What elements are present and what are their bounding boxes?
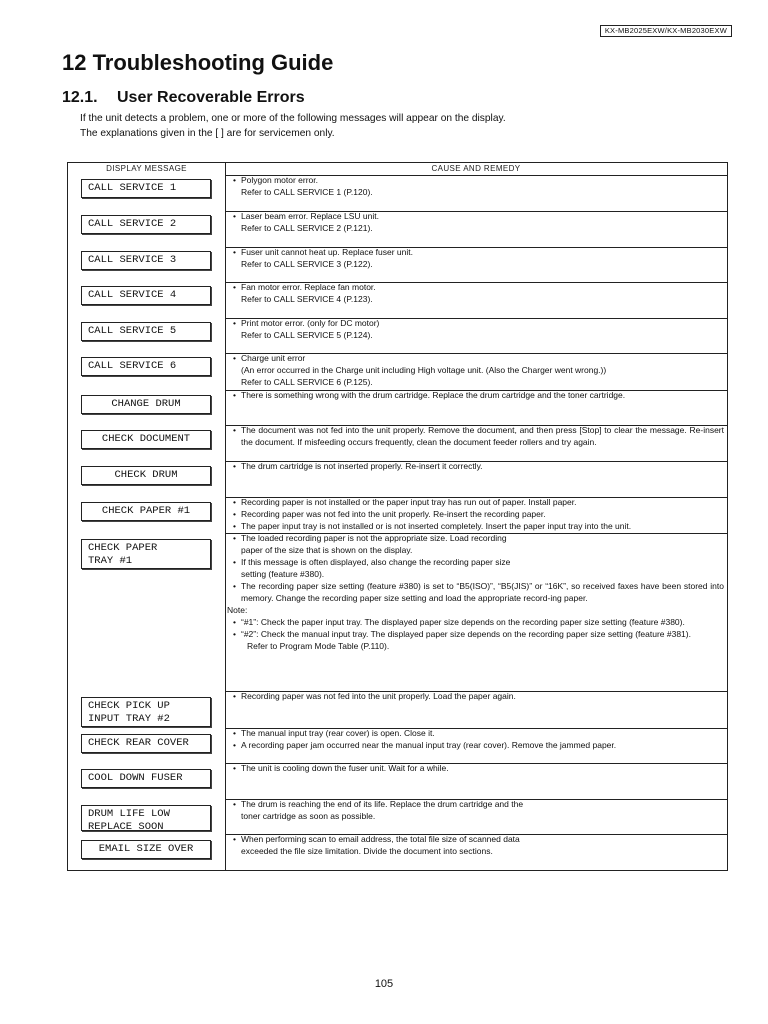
cause-line: paper of the size that is shown on the display. bbox=[241, 545, 413, 555]
display-message-box bbox=[81, 322, 211, 341]
cause-line: Refer to CALL SERVICE 2 (P.121). bbox=[241, 223, 373, 233]
display-message-box bbox=[81, 286, 211, 305]
cause-line: • Print motor error. (only for DC motor) bbox=[233, 317, 724, 329]
cause-line: Refer to Program Mode Table (P.110). bbox=[247, 641, 390, 651]
cause-remedy-text bbox=[233, 210, 724, 234]
display-message-box bbox=[81, 395, 211, 414]
display-message-box bbox=[81, 357, 211, 376]
cause-line: (An error occurred in the Charge unit including High voltage unit. (Also the Charger went wrong.)) bbox=[241, 365, 607, 375]
table-row bbox=[68, 175, 727, 211]
column-header-display-message: DISPLAY MESSAGE bbox=[106, 164, 187, 173]
cause-remedy-text bbox=[233, 690, 724, 702]
section-number: 12.1. bbox=[62, 89, 98, 106]
section-heading bbox=[62, 89, 305, 107]
table-row bbox=[68, 353, 727, 390]
display-message-box bbox=[81, 539, 211, 569]
page-number: 105 bbox=[374, 978, 394, 990]
cause-line: • “#1”: Check the paper input tray. The displayed paper size depends on the recording paper size setting (feature #380). bbox=[233, 616, 724, 628]
table-row bbox=[68, 763, 727, 799]
display-message-text: CALL SERVICE 4 bbox=[88, 289, 177, 301]
display-message-box bbox=[81, 430, 211, 449]
table-row bbox=[68, 497, 727, 533]
cause-line: • “#2”: Check the manual input tray. The displayed paper size depends on the recording paper size setting (feature #381). bbox=[233, 628, 724, 640]
table-row bbox=[68, 247, 727, 282]
cause-remedy-text bbox=[233, 424, 724, 448]
cause-line: • Laser beam error. Replace LSU unit. bbox=[233, 210, 724, 222]
cause-remedy-text bbox=[227, 532, 724, 652]
display-message-text: EMAIL SIZE OVER bbox=[98, 843, 194, 855]
model-number-tag: KX-MB2025EXW/KX-MB2030EXW bbox=[600, 25, 732, 37]
display-message-text: INPUT TRAY #2 bbox=[88, 713, 170, 725]
intro-line: The explanations given in the [ ] are for servicemen only. bbox=[80, 128, 335, 139]
table-row bbox=[68, 425, 727, 461]
table-row bbox=[68, 282, 727, 318]
cause-remedy-text bbox=[233, 727, 724, 751]
cause-remedy-text bbox=[233, 798, 724, 822]
cause-line: Refer to CALL SERVICE 6 (P.125). bbox=[241, 377, 373, 387]
error-table bbox=[67, 162, 728, 871]
cause-line: • There is something wrong with the drum cartridge. Replace the drum cartridge and the toner cartridge. bbox=[233, 389, 724, 401]
cause-line: • If this message is often displayed, also change the recording paper size bbox=[233, 556, 724, 568]
cause-remedy-text bbox=[233, 281, 724, 305]
cause-remedy-text bbox=[233, 317, 724, 341]
section-title: User Recoverable Errors bbox=[117, 89, 305, 106]
table-row bbox=[68, 461, 727, 497]
cause-remedy-text bbox=[233, 496, 724, 532]
cause-line: • The unit is cooling down the fuser unit. Wait for a while. bbox=[233, 762, 724, 774]
cause-line: • The drum is reaching the end of its life. Replace the drum cartridge and the bbox=[233, 798, 724, 810]
display-message-box bbox=[81, 502, 211, 521]
cause-line: • The drum cartridge is not inserted properly. Re-insert it correctly. bbox=[233, 460, 724, 472]
display-message-box bbox=[81, 466, 211, 485]
cause-remedy-text bbox=[233, 389, 724, 401]
display-message-box bbox=[81, 840, 211, 859]
table-row bbox=[68, 728, 727, 763]
display-message-text: CHECK DRUM bbox=[114, 469, 178, 481]
cause-line: • Fuser unit cannot heat up. Replace fuser unit. bbox=[233, 246, 724, 258]
display-message-text: CALL SERVICE 1 bbox=[88, 182, 177, 194]
display-message-text: REPLACE SOON bbox=[88, 821, 164, 833]
cause-line: Refer to CALL SERVICE 1 (P.120). bbox=[241, 187, 373, 197]
display-message-text: CHECK PICK UP bbox=[88, 700, 170, 712]
display-message-box bbox=[81, 697, 211, 727]
cause-line: toner cartridge as soon as possible. bbox=[241, 811, 376, 821]
table-row bbox=[68, 318, 727, 353]
display-message-text: CHANGE DRUM bbox=[111, 398, 181, 410]
display-message-text: COOL DOWN FUSER bbox=[88, 772, 183, 784]
display-message-text: CHECK DOCUMENT bbox=[101, 433, 191, 445]
display-message-box bbox=[81, 805, 211, 831]
note-label: Note: bbox=[227, 605, 248, 615]
cause-remedy-text bbox=[233, 352, 724, 388]
cause-line: • The loaded recording paper is not the appropriate size. Load recording bbox=[233, 532, 724, 544]
table-row bbox=[68, 390, 727, 425]
cause-remedy-text bbox=[233, 460, 724, 472]
display-message-text: CHECK REAR COVER bbox=[88, 737, 189, 749]
display-message-text: TRAY #1 bbox=[88, 555, 133, 567]
cause-remedy-text bbox=[233, 246, 724, 270]
column-header-cause-remedy: CAUSE AND REMEDY bbox=[431, 164, 521, 173]
cause-line: • Charge unit error bbox=[233, 352, 724, 364]
cause-line: • The document was not fed into the unit properly. Remove the document, and then press [Stop] to clear the message. Re-insert the document. If misfeeding occurs frequently, clean the document feeder rollers and try again. bbox=[233, 424, 724, 448]
table-row bbox=[68, 834, 727, 872]
intro-line: If the unit detects a problem, one or more of the following messages will appear on the display. bbox=[80, 113, 506, 124]
table-row bbox=[68, 211, 727, 247]
display-message-text: CALL SERVICE 2 bbox=[88, 218, 177, 230]
display-message-box bbox=[81, 251, 211, 270]
table-row bbox=[68, 799, 727, 834]
cause-line: • Recording paper was not fed into the unit properly. Load the paper again. bbox=[233, 690, 724, 702]
cause-line: Refer to CALL SERVICE 3 (P.122). bbox=[241, 259, 373, 269]
cause-line: • Recording paper is not installed or the paper input tray has run out of paper. Install paper. bbox=[233, 496, 724, 508]
cause-line: • Polygon motor error. bbox=[233, 174, 724, 186]
cause-remedy-text bbox=[233, 833, 724, 857]
cause-line: • Fan motor error. Replace fan motor. bbox=[233, 281, 724, 293]
cause-remedy-text bbox=[233, 174, 724, 198]
cause-line: • Recording paper was not fed into the unit properly. Re-insert the recording paper. bbox=[233, 508, 724, 520]
cause-line: Refer to CALL SERVICE 4 (P.123). bbox=[241, 294, 373, 304]
cause-line: • The paper input tray is not installed or is not inserted completely. Insert the paper input tray into the unit. bbox=[233, 520, 724, 532]
cause-line: exceeded the file size limitation. Divide the document into sections. bbox=[241, 846, 493, 856]
cause-line: • When performing scan to email address, the total file size of scanned data bbox=[233, 833, 724, 845]
table-row bbox=[68, 691, 727, 728]
cause-line: Refer to CALL SERVICE 5 (P.124). bbox=[241, 330, 373, 340]
cause-line: • The manual input tray (rear cover) is open. Close it. bbox=[233, 727, 724, 739]
display-message-text: CHECK PAPER bbox=[88, 542, 158, 554]
table-row bbox=[68, 533, 727, 691]
display-message-text: CALL SERVICE 6 bbox=[88, 360, 177, 372]
display-message-text: CHECK PAPER #1 bbox=[101, 505, 191, 517]
display-message-box bbox=[81, 215, 211, 234]
cause-line: setting (feature #380). bbox=[241, 569, 325, 579]
display-message-box bbox=[81, 734, 211, 753]
intro-text bbox=[80, 111, 506, 141]
display-message-box bbox=[81, 769, 211, 788]
cause-line: • A recording paper jam occurred near the manual input tray (rear cover). Remove the jammed paper. bbox=[233, 739, 724, 751]
cause-line: • The recording paper size setting (feature #380) is set to “B5(ISO)”, “B5(JIS)” or “16K”, so received faxes have been stored into memory. Change the recording paper size setting and load the appropriate record-ing paper. bbox=[233, 580, 724, 604]
chapter-title: 12 Troubleshooting Guide bbox=[62, 50, 334, 75]
display-message-text: CALL SERVICE 5 bbox=[88, 325, 177, 337]
display-message-text: CALL SERVICE 3 bbox=[88, 254, 177, 266]
cause-remedy-text bbox=[233, 762, 724, 774]
display-message-text: DRUM LIFE LOW bbox=[88, 808, 170, 820]
display-message-box bbox=[81, 179, 211, 198]
